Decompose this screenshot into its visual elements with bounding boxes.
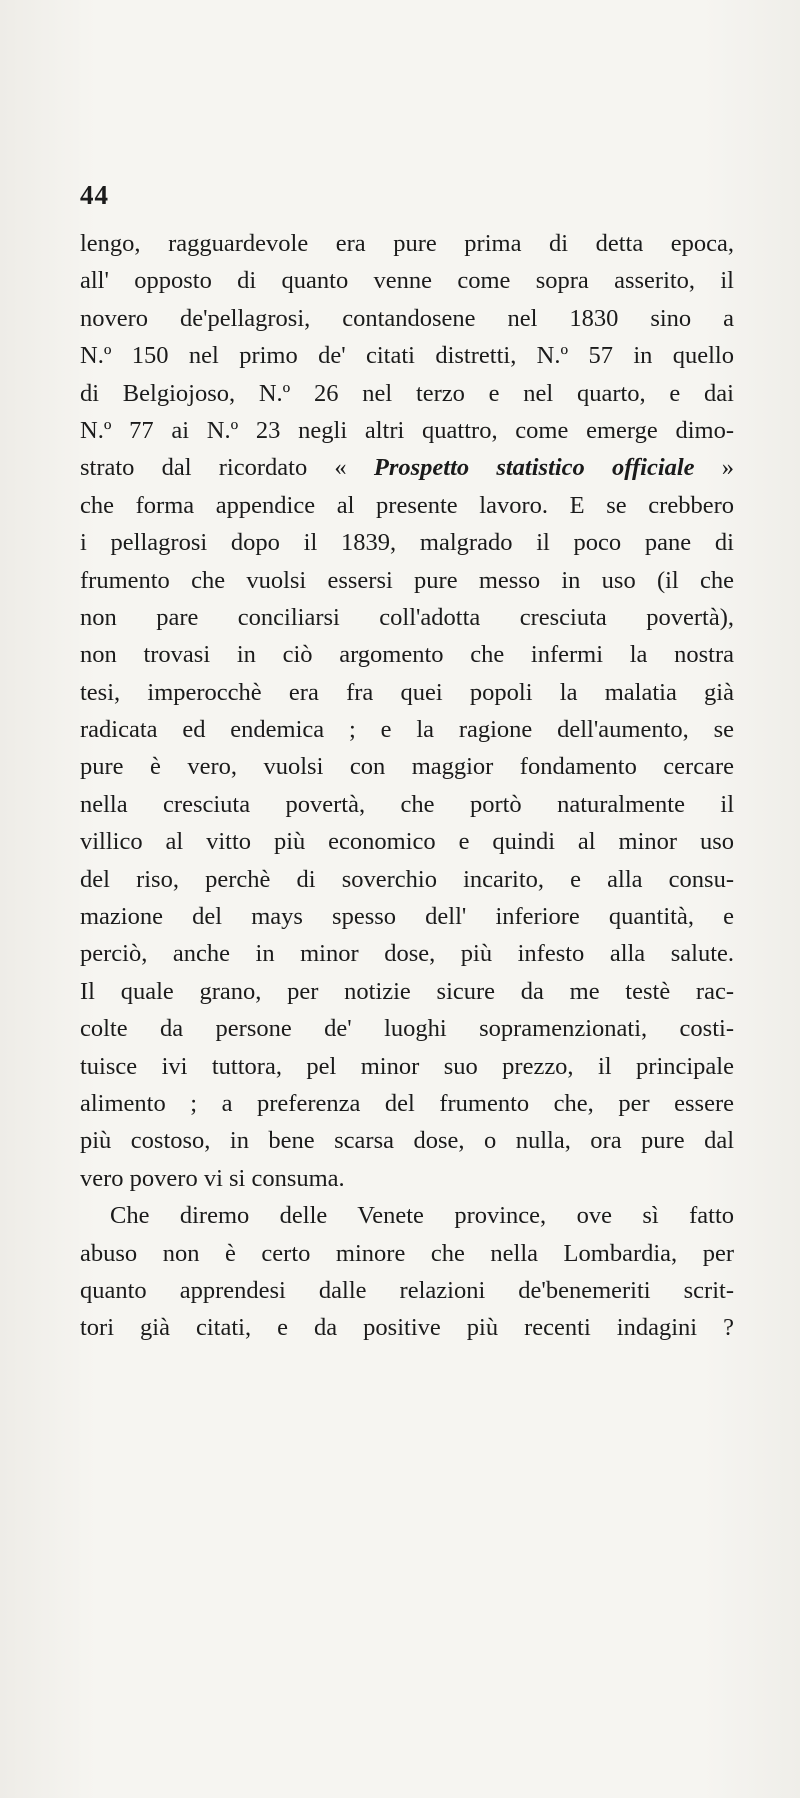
text-line: N.º 150 nel primo de' citati distretti, N.º 57 in quello: [80, 342, 734, 370]
text-line: i pellagrosi dopo il 1839, malgrado il poco pane di: [80, 529, 734, 557]
text-line: abuso non è certo minore che nella Lombardia, per: [80, 1239, 734, 1267]
text-line: tesi, imperocchè era fra quei popoli la malatia già: [80, 678, 734, 706]
text-fragment: strato dal ricordato «: [80, 454, 374, 482]
text-line: nella cresciuta povertà, che portò naturalmente il: [80, 790, 734, 818]
paragraph-start-line: Che diremo delle Venete province, ove sì fatto: [110, 1202, 734, 1230]
text-line: mazione del mays spesso dell' inferiore quantità, e: [80, 903, 734, 931]
text-line: tuisce ivi tuttora, pel minor suo prezzo, il principale: [80, 1052, 734, 1080]
text-line: colte da persone de' luoghi sopramenzionati, costi-: [80, 1015, 734, 1043]
text-line: del riso, perchè di soverchio incarito, e alla consu-: [80, 865, 734, 893]
text-line: all' opposto di quanto venne come sopra asserito, il: [80, 267, 734, 295]
text-line: alimento ; a preferenza del frumento che, per essere: [80, 1089, 734, 1117]
text-line: pure è vero, vuolsi con maggior fondamento cercare: [80, 753, 734, 781]
text-line: N.º 77 ai N.º 23 negli altri quattro, come emerge dimo-: [80, 416, 734, 444]
text-line-with-title: [80, 449, 734, 486]
text-line: villico al vitto più economico e quindi al minor uso: [80, 828, 734, 856]
text-line: quanto apprendesi dalle relazioni de'benemeriti scrit-: [80, 1276, 734, 1304]
text-line: Il quale grano, per notizie sicure da me testè rac-: [80, 977, 734, 1005]
text-line: più costoso, in bene scarsa dose, o nulla, ora pure dal: [80, 1127, 734, 1155]
text-line: non trovasi in ciò argomento che infermi la nostra: [80, 641, 734, 669]
text-line: lengo, ragguardevole era pure prima di detta epoca,: [80, 230, 734, 257]
text-line: radicata ed endemica ; e la ragione dell'aumento, se: [80, 716, 734, 744]
text-fragment: »: [694, 454, 735, 482]
page-number: 44: [80, 180, 109, 210]
text-line: che forma appendice al presente lavoro. E se crebbero: [80, 491, 734, 519]
text-line: frumento che vuolsi essersi pure messo in uso (il che: [80, 566, 734, 594]
text-line: novero de'pellagrosi, contandosene nel 1830 sino a: [80, 304, 734, 332]
text-line: non pare conciliarsi coll'adotta cresciuta povertà),: [80, 603, 734, 631]
text-line: tori già citati, e da positive più recenti indagini ?: [80, 1314, 734, 1342]
text-line: perciò, anche in minor dose, più infesto alla salute.: [80, 940, 734, 968]
text-line: di Belgiojoso, N.º 26 nel terzo e nel quarto, e dai: [80, 379, 734, 407]
text-line: vero povero vi si consuma.: [80, 1164, 345, 1192]
body-text: [80, 225, 734, 1347]
cited-title: Prospetto statistico officiale: [373, 454, 695, 482]
